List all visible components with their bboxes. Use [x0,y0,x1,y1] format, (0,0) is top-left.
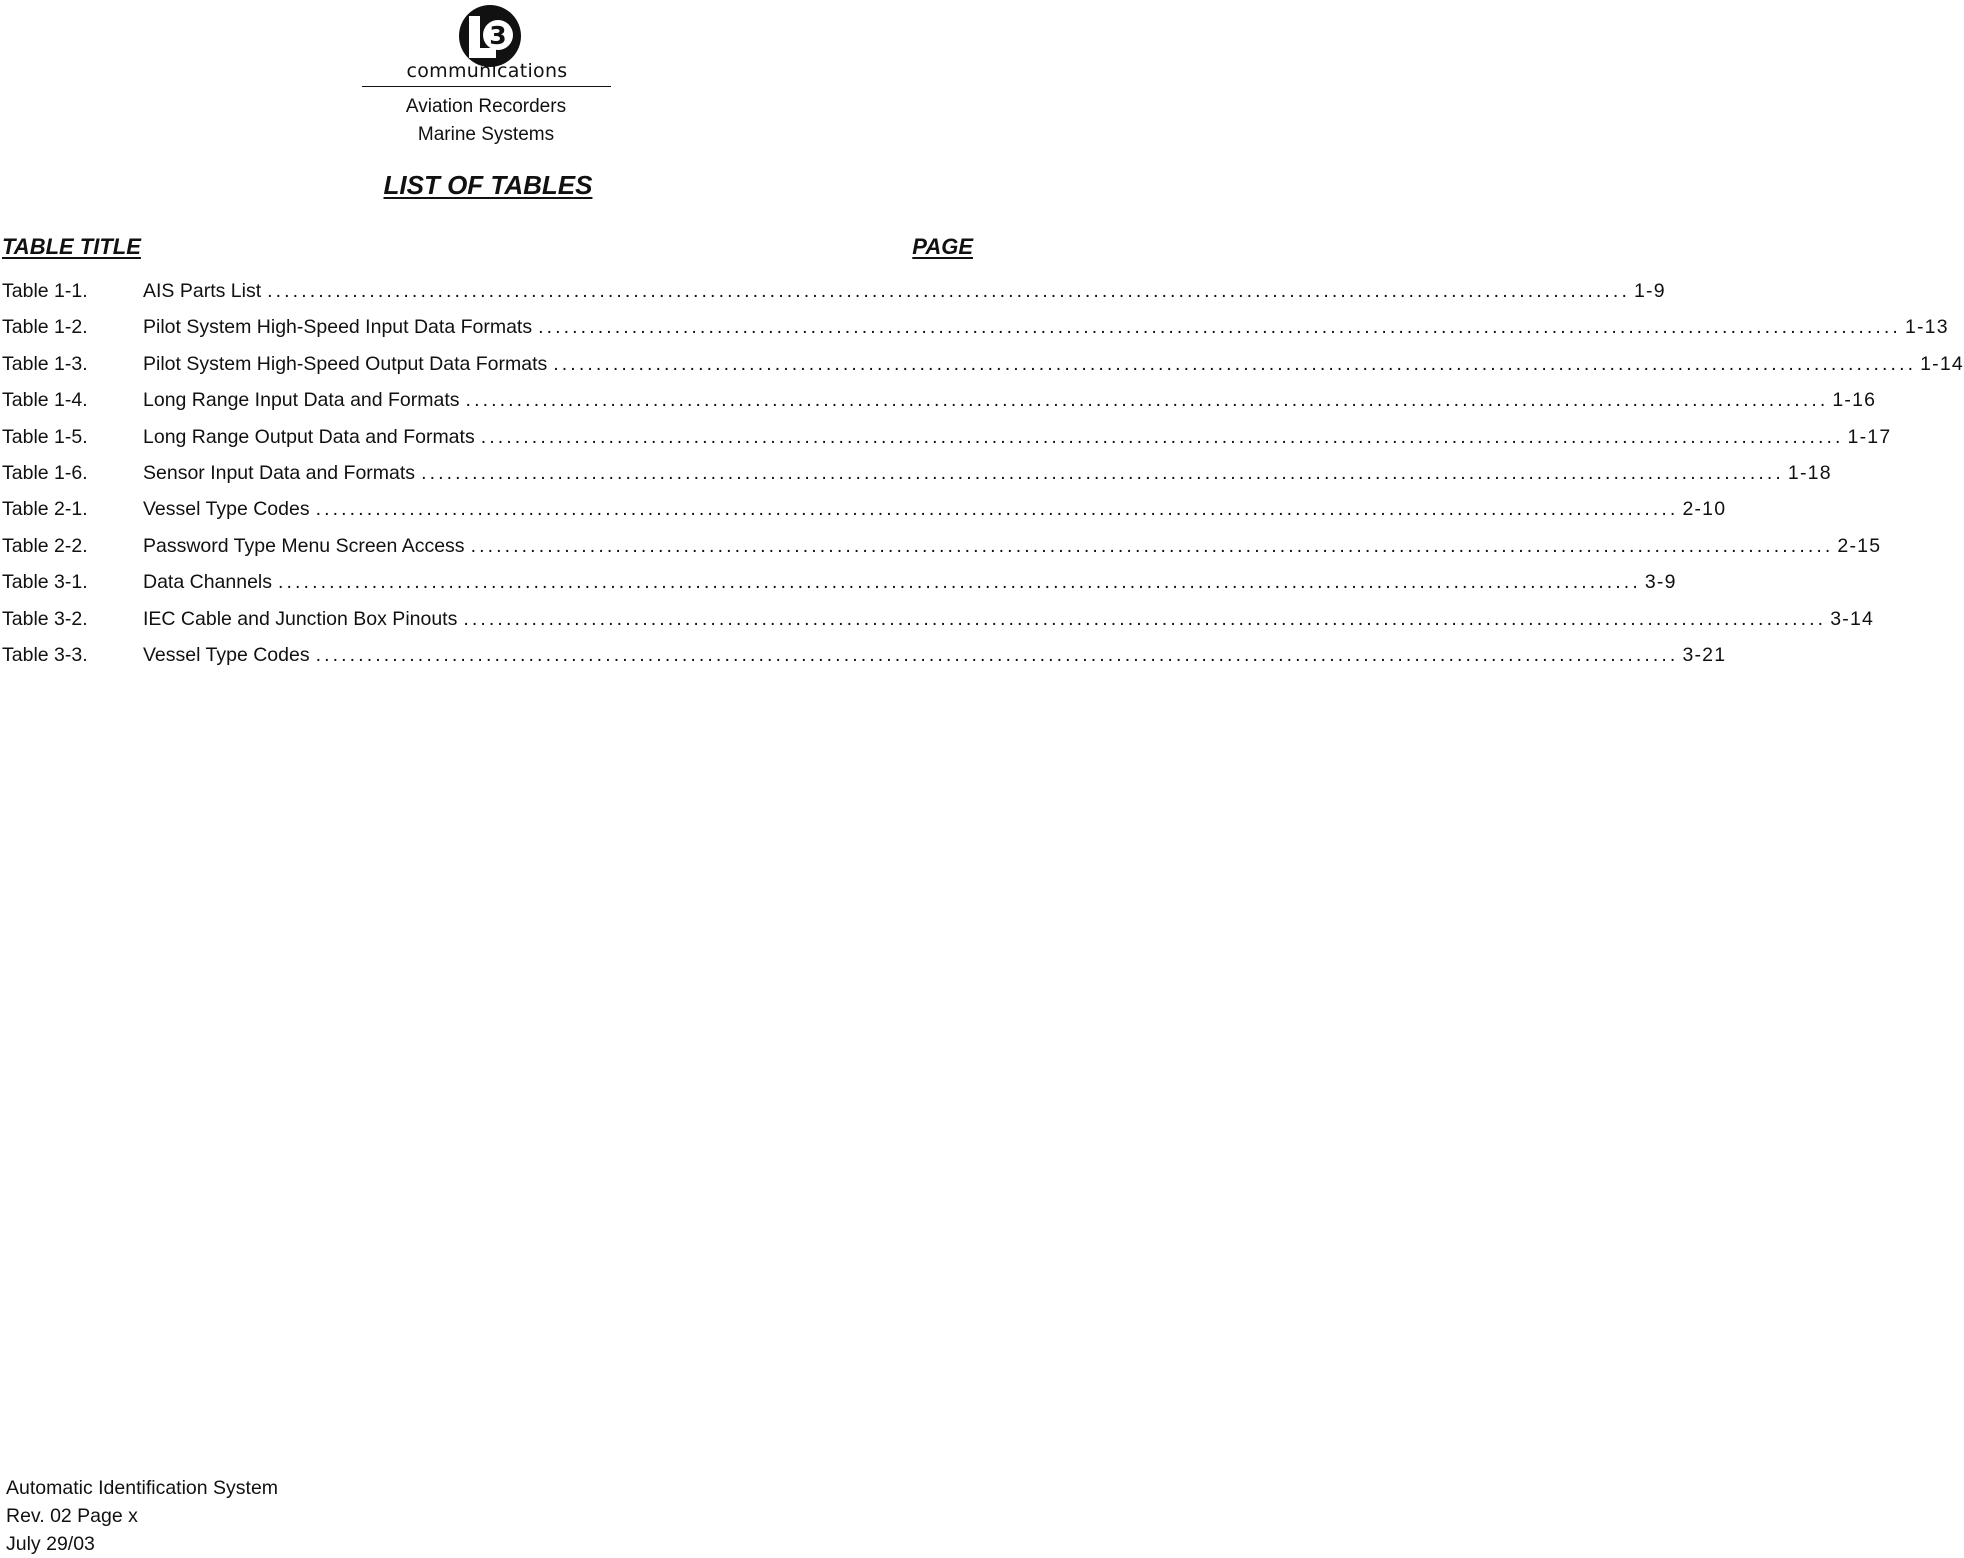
dot-leader: ................................................................................................................................................................ [421,461,1784,484]
table-number: Table 3-3. [2,643,88,666]
table-number: Table 1-1. [2,280,88,302]
table-number: Table 1-6. [2,461,88,484]
table-entry[interactable] [2,352,1964,389]
table-number: Table 1-5. [2,425,88,448]
table-entry[interactable] [2,607,1875,644]
dot-leader: ................................................................................................................................................................ [267,280,1630,302]
table-title-link[interactable]: Vessel Type Codes [143,498,310,521]
table-number: Table 1-2. [2,316,88,339]
logo-wordmark: communications [406,60,568,82]
table-entry[interactable] [2,461,1832,498]
table-page-number: 1-16 [1832,389,1877,412]
org-line-aviation: Aviation Recorders [405,96,567,117]
table-number: Table 3-2. [2,607,88,630]
table-title-link[interactable]: AIS Parts List [143,280,262,302]
svg-text:3: 3 [489,21,507,50]
table-page-number: 1-13 [1904,316,1949,339]
table-title-link[interactable]: Pilot System High-Speed Input Data Formats [143,316,533,339]
table-number: Table 1-4. [2,389,88,412]
page-footer [6,1474,278,1558]
table-title-link[interactable]: IEC Cable and Junction Box Pinouts [143,607,458,630]
column-head-page: PAGE [912,234,973,259]
dot-leader: ................................................................................................................................................................ [470,534,1834,557]
table-entry[interactable] [2,643,1727,680]
page-header [0,0,976,160]
table-number: Table 2-2. [2,534,88,557]
table-title-link[interactable]: Sensor Input Data and Formats [143,461,416,484]
footer-document-name: Automatic Identification System [6,1477,279,1499]
l3-logo-icon [456,4,524,68]
dot-leader: ................................................................................................................................................................ [480,425,1844,448]
table-page-number: 3-9 [1644,571,1677,594]
dot-leader: ................................................................................................................................................................ [315,643,1679,666]
table-entry[interactable] [2,389,1877,425]
table-title-link[interactable]: Data Channels [143,571,272,594]
footer-date: July 29/03 [6,1533,95,1555]
table-number: Table 1-3. [2,352,88,375]
table-page-number: 2-15 [1837,534,1882,557]
table-title-link[interactable]: Vessel Type Codes [143,643,310,666]
table-entry[interactable] [2,280,1666,316]
table-page-number: 1-9 [1633,280,1666,302]
table-title-link[interactable]: Long Range Input Data and Formats [143,389,460,412]
table-title-link[interactable]: Password Type Menu Screen Access [143,534,465,557]
column-head-table-title: TABLE TITLE [2,234,141,259]
table-page-number: 3-14 [1830,607,1875,630]
table-entry[interactable] [2,316,1949,352]
table-page-number: 3-21 [1682,643,1727,666]
logo-divider [362,86,611,87]
table-page-number: 2-10 [1682,498,1727,521]
table-list [2,280,1964,680]
table-entry[interactable] [2,425,1892,462]
dot-leader: ................................................................................................................................................................ [553,352,1917,375]
table-entry[interactable] [2,498,1727,534]
dot-leader: ................................................................................................................................................................ [465,389,1829,412]
table-title-link[interactable]: Pilot System High-Speed Output Data Formats [143,352,548,375]
table-entry[interactable] [2,534,1882,571]
table-title-link[interactable]: Long Range Output Data and Formats [143,425,475,448]
footer-revision-page: Rev. 02 Page x [6,1505,138,1527]
org-line-marine: Marine Systems [417,124,555,145]
table-number: Table 2-1. [2,498,88,521]
page-title: LIST OF TABLES [383,170,593,200]
table-entry[interactable] [2,571,1677,607]
dot-leader: ................................................................................................................................................................ [278,571,1641,594]
table-page-number: 1-17 [1847,425,1892,448]
table-page-number: 1-18 [1787,461,1832,484]
dot-leader: ................................................................................................................................................................ [315,498,1679,521]
dot-leader: ................................................................................................................................................................ [538,316,1901,339]
dot-leader: ................................................................................................................................................................ [463,607,1827,630]
table-number: Table 3-1. [2,571,88,594]
table-page-number: 1-14 [1920,352,1964,375]
